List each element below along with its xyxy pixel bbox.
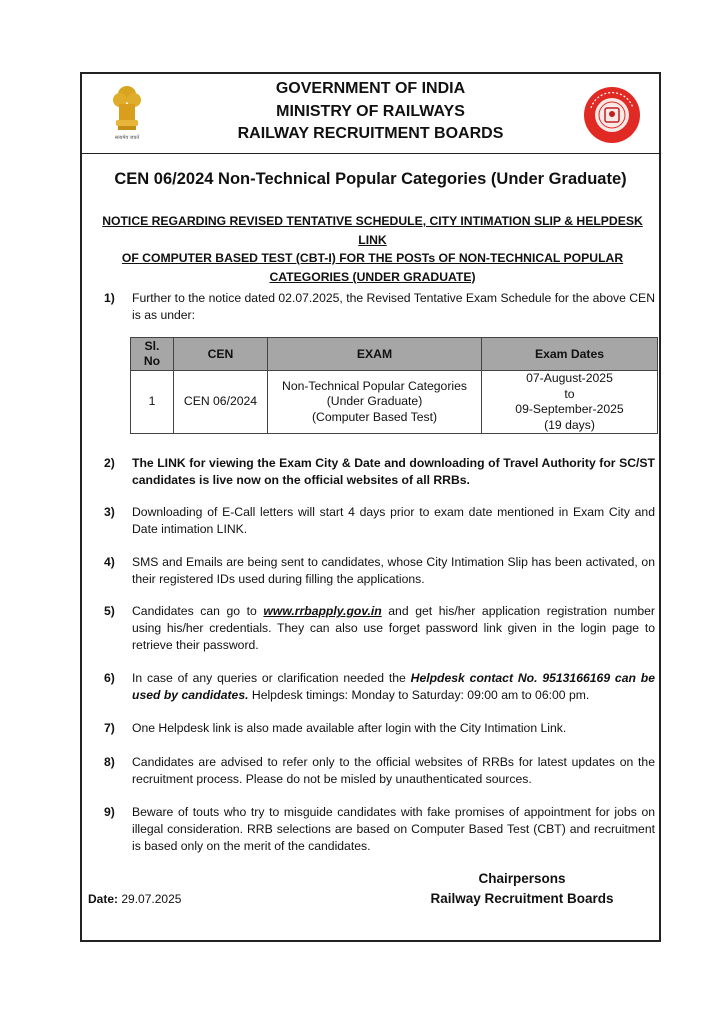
header-cen: CEN (174, 338, 268, 371)
signatory-org: Railway Recruitment Boards (430, 891, 614, 906)
notice-item-5 (104, 603, 655, 654)
item-number: 4) (104, 555, 115, 569)
item-text: Downloading of E-Call letters will start 4 days prior to exam date mentioned in Exam City and Date intimation LINK. (132, 505, 655, 536)
table-row (131, 371, 658, 434)
notice-title (90, 212, 655, 286)
item-text: SMS and Emails are being sent to candidates, whose City Intimation Slip has been activated, on their registered IDs used during filling the applications. (132, 555, 655, 586)
header-exam: EXAM (268, 338, 482, 371)
item-number: 7) (104, 721, 115, 735)
notice-title-line-1: NOTICE REGARDING REVISED TENTATIVE SCHEDULE, CITY INTIMATION SLIP & HELPDESK LINK (102, 214, 643, 247)
exam-line-1: Non-Technical Popular Categories (282, 378, 467, 393)
notice-item-8 (104, 754, 655, 788)
item-number: 1) (104, 291, 115, 305)
item-number: 3) (104, 505, 115, 519)
header-sl-no (131, 338, 174, 371)
date-label: Date: (88, 892, 119, 906)
header-exam-dates: Exam Dates (482, 338, 658, 371)
item-text: Further to the notice dated 02.07.2025, the Revised Tentative Exam Schedule for the above CEN is as under: (132, 291, 655, 322)
item-number: 5) (104, 604, 115, 618)
item-text-pre: Candidates can go to (132, 604, 264, 618)
header-line-ministry: MINISTRY OF RAILWAYS (276, 102, 465, 120)
cell-exam-dates (482, 371, 658, 434)
item-text (132, 603, 655, 654)
item-text (132, 670, 655, 704)
signature-block (422, 869, 622, 909)
item-number: 6) (104, 671, 115, 685)
item-text: One Helpdesk link is also made available after login with the City Intimation Link. (132, 721, 567, 735)
emblem-caption: सत्यमेव जयते (114, 135, 140, 141)
item-text-post: and get his/her application registration number using his/her credentials. They can also use forget password link given in the login page to retrieve their password. (132, 604, 655, 652)
notice-item-3 (104, 504, 655, 538)
header-line-boards: RAILWAY RECRUITMENT BOARDS (237, 125, 504, 142)
cen-title: CEN 06/2024 Non-Technical Popular Categories (Under Graduate) (114, 170, 627, 188)
header-sl-line2: No (143, 354, 161, 368)
exam-line-2: (Under Graduate) (326, 394, 423, 409)
notice-title-line-3: CATEGORIES (UNDER GRADUATE) (269, 269, 476, 284)
cell-cen: CEN 06/2024 (174, 371, 268, 434)
exam-schedule-table (130, 337, 658, 434)
item-text-post: Helpdesk timings: Monday to Saturday: 09:00 am to 06:00 pm. (248, 688, 590, 702)
item-text: Candidates are advised to refer only to the official websites of RRBs for latest updates on the recruitment process. Please do not be misled by unauthenticated sources. (132, 755, 655, 786)
date-value: 29.07.2025 (121, 892, 182, 906)
item-number: 2) (104, 456, 115, 470)
header-titles (82, 78, 659, 146)
notice-title-line-2: OF COMPUTER BASED TEST (CBT-I) FOR THE POSTs OF NON-TECHNICAL POPULAR (121, 251, 624, 265)
cell-sl-no: 1 (131, 371, 174, 434)
indian-railways-logo-icon (583, 86, 641, 144)
date-duration: (19 days) (544, 417, 595, 432)
rrbapply-link[interactable]: www.rrbapply.gov.in (263, 604, 382, 618)
notice-header (82, 74, 659, 154)
cell-exam (268, 371, 482, 434)
signatory-title: Chairpersons (478, 871, 566, 886)
item-text: Beware of touts who try to misguide candidates with fake promises of appointment for jobs on illegal consideration. RRB selections are based on Computer Based Test (CBT) and recruitment is based only on the merit of the candidates. (132, 805, 655, 853)
exam-line-3: (Computer Based Test) (311, 409, 438, 424)
date-from: 07-August-2025 (526, 371, 613, 385)
notice-date (88, 892, 181, 906)
notice-item-1 (104, 290, 655, 324)
notice-item-4 (104, 554, 655, 588)
table-header-row (131, 338, 658, 371)
item-number: 8) (104, 755, 115, 769)
helpdesk-contact: Helpdesk contact No. 9513166169 can be used by candidates. (132, 671, 655, 702)
item-text-pre: In case of any queries or clarification needed the (132, 671, 411, 685)
item-number: 9) (104, 805, 115, 819)
item-text: The LINK for viewing the Exam City & Date and downloading of Travel Authority for SC/ST candidates is live now on the official websites of all RRBs. (132, 456, 655, 487)
header-line-government: GOVERNMENT OF INDIA (275, 80, 466, 97)
date-until: 09-September-2025 (515, 402, 624, 416)
header-sl-line1: Sl. (144, 339, 160, 353)
notice-item-9 (104, 804, 655, 855)
notice-item-6 (104, 670, 655, 704)
notice-item-7 (104, 720, 655, 737)
date-to: to (564, 386, 575, 401)
notice-item-2 (104, 455, 655, 489)
notice-frame (80, 72, 661, 942)
